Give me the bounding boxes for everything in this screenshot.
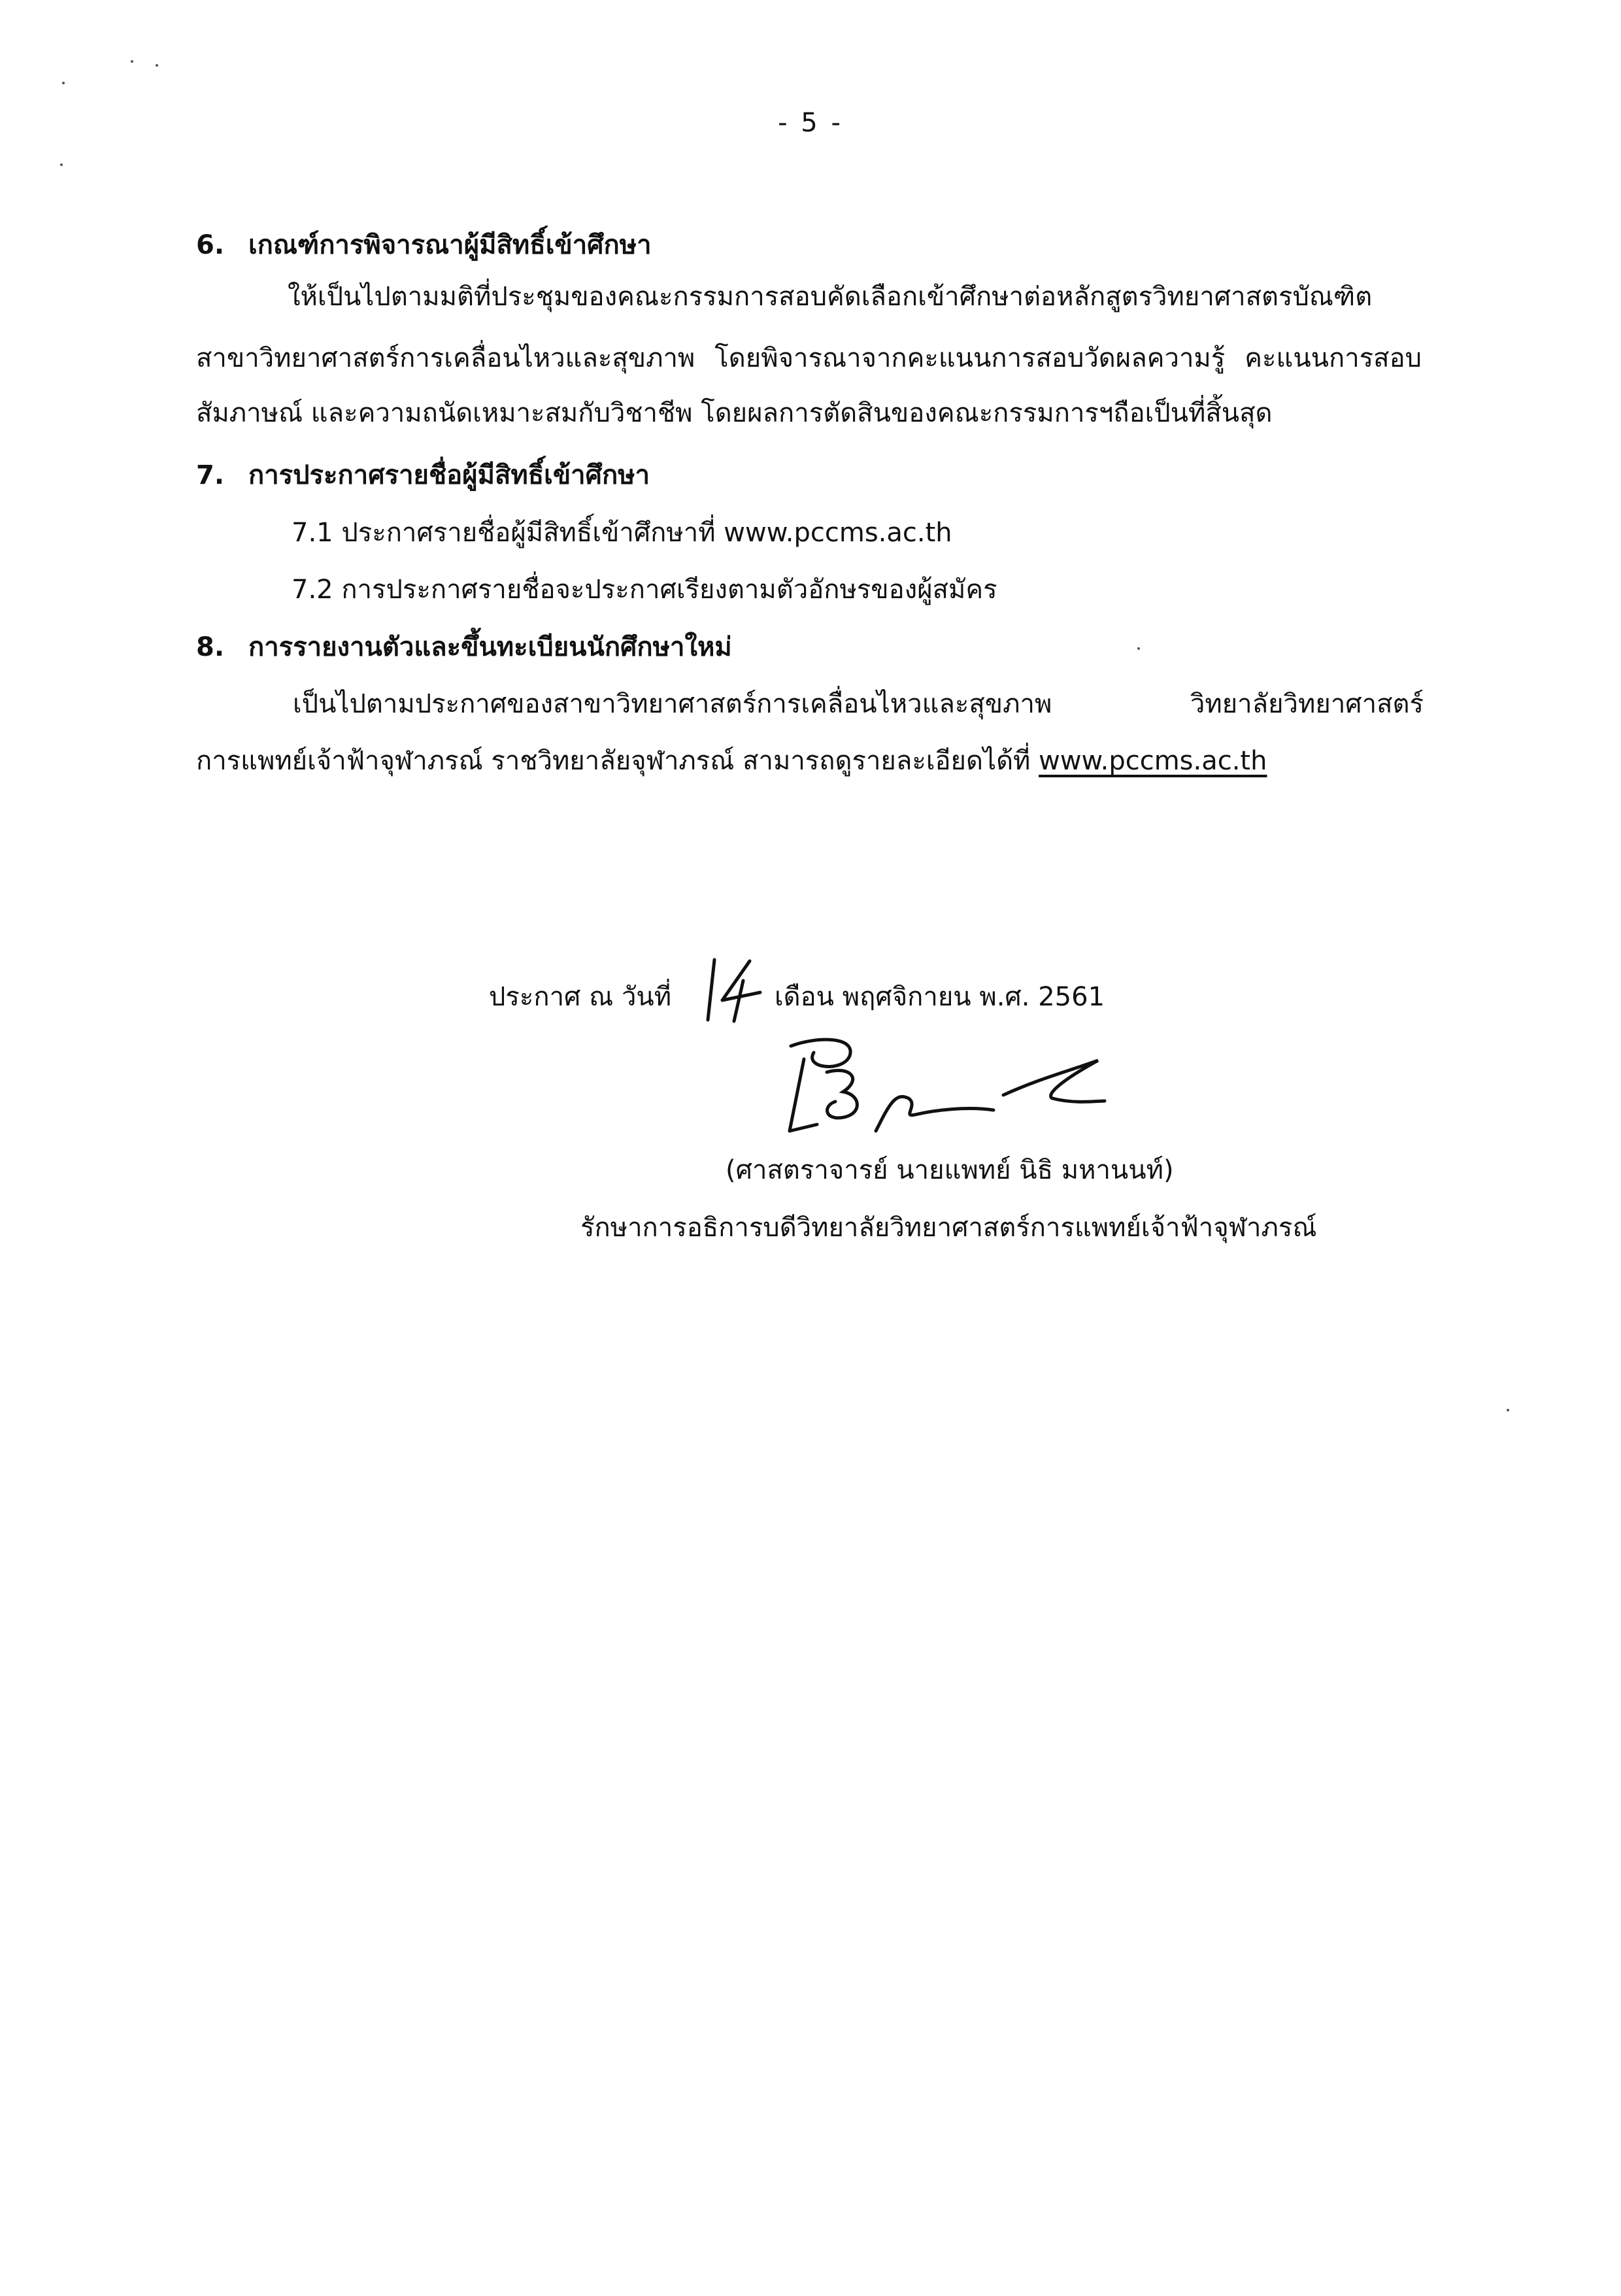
handwritten-signature [778, 1033, 1118, 1144]
scan-speck [60, 163, 63, 166]
announcement-date-prefix: ประกาศ ณ วันที่ [489, 982, 672, 1012]
section-7-item-1: 7.1 ประกาศรายชื่อผู้มีสิทธิ์เข้าศึกษาที่ www.pccms.ac.th [292, 518, 952, 548]
section-6-paragraph-line-2: สาขาวิทยาศาสตร์การเคลื่อนไหวและสุขภาพ โดยพิจารณาจากคะแนนการสอบวัดผลความรู้ คะแนนการสอบ [196, 343, 1422, 373]
section-8-title: การรายงานตัวและขึ้นทะเบียนนักศึกษาใหม่ [248, 632, 732, 662]
scan-speck [1507, 1409, 1509, 1411]
signatory-name: (ศาสตราจารย์ นายแพทย์ นิธิ มหานนท์) [726, 1155, 1174, 1185]
website-link[interactable]: www.pccms.ac.th [1039, 746, 1267, 776]
section-7-number: 7. [196, 460, 225, 490]
announcement-date-suffix: เดือน พฤศจิกายน พ.ศ. 2561 [775, 982, 1105, 1012]
handwritten-day-number [703, 954, 765, 1026]
section-6-heading [196, 232, 652, 258]
scan-speck [156, 64, 158, 67]
section-6-paragraph-line-1: ให้เป็นไปตามมติที่ประชุมของคณะกรรมการสอบคัดเลือกเข้าศึกษาต่อหลักสูตรวิทยาศาสตรบัณฑิต [288, 282, 1373, 312]
page-number: - 5 - [778, 108, 843, 138]
section-7-heading [196, 462, 650, 488]
scan-speck [131, 60, 133, 63]
section-8-paragraph-line-1: เป็นไปตามประกาศของสาขาวิทยาศาสตร์การเคลื่อนไหวและสุขภาพ วิทยาลัยวิทยาศาสตร์ [293, 689, 1424, 719]
signatory-position: รักษาการอธิการบดีวิทยาลัยวิทยาศาสตร์การแพทย์เจ้าฟ้าจุฬาภรณ์ [580, 1213, 1317, 1243]
section-6-paragraph-line-3: สัมภาษณ์ และความถนัดเหมาะสมกับวิชาชีพ โดยผลการตัดสินของคณะกรรมการฯถือเป็นที่สิ้นสุด [196, 398, 1273, 428]
section-8-paragraph-line-2 [196, 748, 1267, 774]
section-6-title: เกณฑ์การพิจารณาผู้มีสิทธิ์เข้าศึกษา [248, 230, 652, 260]
section-7-item-2: 7.2 การประกาศรายชื่อจะประกาศเรียงตามตัวอักษรของผู้สมัคร [292, 575, 997, 605]
scan-speck [1137, 647, 1140, 650]
section-8-heading [196, 634, 732, 660]
scan-speck [62, 82, 65, 84]
section-8-number: 8. [196, 632, 225, 662]
section-8-paragraph-text: การแพทย์เจ้าฟ้าจุฬาภรณ์ ราชวิทยาลัยจุฬาภรณ์ สามารถดูรายละเอียดได้ที่ [196, 746, 1031, 776]
section-7-title: การประกาศรายชื่อผู้มีสิทธิ์เข้าศึกษา [248, 460, 650, 490]
section-6-number: 6. [196, 230, 225, 260]
